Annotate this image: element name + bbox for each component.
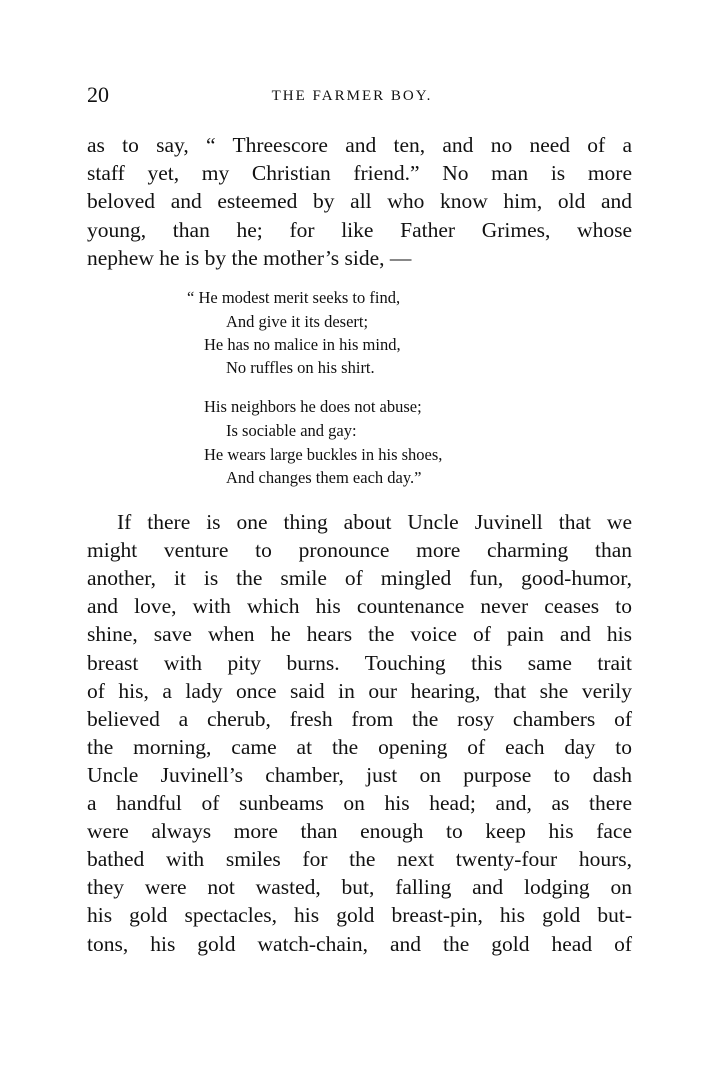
page-number: 20 bbox=[87, 82, 109, 107]
verse-line: His neighbors he does not abuse; bbox=[204, 397, 422, 416]
text-line: as to say, “ Threescore and ten, and no need of a bbox=[87, 133, 632, 157]
verse-line: “ He modest merit seeks to find, bbox=[187, 288, 401, 307]
text-line: tons, his gold watch-chain, and the gold head of bbox=[87, 931, 632, 956]
verse-line: And changes them each day.” bbox=[226, 468, 422, 487]
text-line: If there is one thing about Uncle Juvinell that we bbox=[117, 510, 632, 534]
text-line: breast with pity burns. Touching this same trait bbox=[87, 650, 632, 675]
text-line: believed a cherub, fresh from the rosy chambers of bbox=[87, 706, 632, 731]
text-line: shine, save when he hears the voice of pain and his bbox=[87, 622, 632, 647]
text-line: might venture to pronounce more charming than bbox=[87, 538, 632, 563]
text-line: and love, with which his countenance never ceases to bbox=[87, 594, 632, 619]
text-line: another, it is the smile of mingled fun, good-humor, bbox=[87, 566, 632, 591]
verse-line: And give it its desert; bbox=[226, 312, 369, 331]
text-line: a handful of sunbeams on his head; and, as there bbox=[87, 791, 632, 815]
text-line: beloved and esteemed by all who know him, old and bbox=[87, 189, 632, 213]
text-line: bathed with smiles for the next twenty-four hours, bbox=[87, 847, 632, 872]
text-line: his gold spectacles, his gold breast-pin, his gold but- bbox=[87, 903, 632, 928]
text-line: young, than he; for like Father Grimes, whose bbox=[87, 218, 632, 242]
text-line: staff yet, my Christian friend.” No man is more bbox=[87, 161, 632, 185]
verse-line: Is sociable and gay: bbox=[226, 421, 357, 440]
text-line: nephew he is by the mother’s side, — bbox=[87, 246, 412, 270]
text-line: were always more than enough to keep his face bbox=[87, 819, 632, 844]
text-line: of his, a lady once said in our hearing, that she verily bbox=[87, 678, 632, 703]
verse-line: No ruffles on his shirt. bbox=[226, 358, 375, 377]
text-line: Uncle Juvinell’s chamber, just on purpose to dash bbox=[87, 762, 632, 787]
text-line: they were not wasted, but, falling and lodging on bbox=[87, 875, 632, 900]
text-line: the morning, came at the opening of each day to bbox=[87, 734, 632, 759]
verse-line: He wears large buckles in his shoes, bbox=[204, 445, 443, 464]
verse-line: He has no malice in his mind, bbox=[204, 335, 401, 354]
running-title: THE FARMER BOY. bbox=[271, 88, 433, 104]
